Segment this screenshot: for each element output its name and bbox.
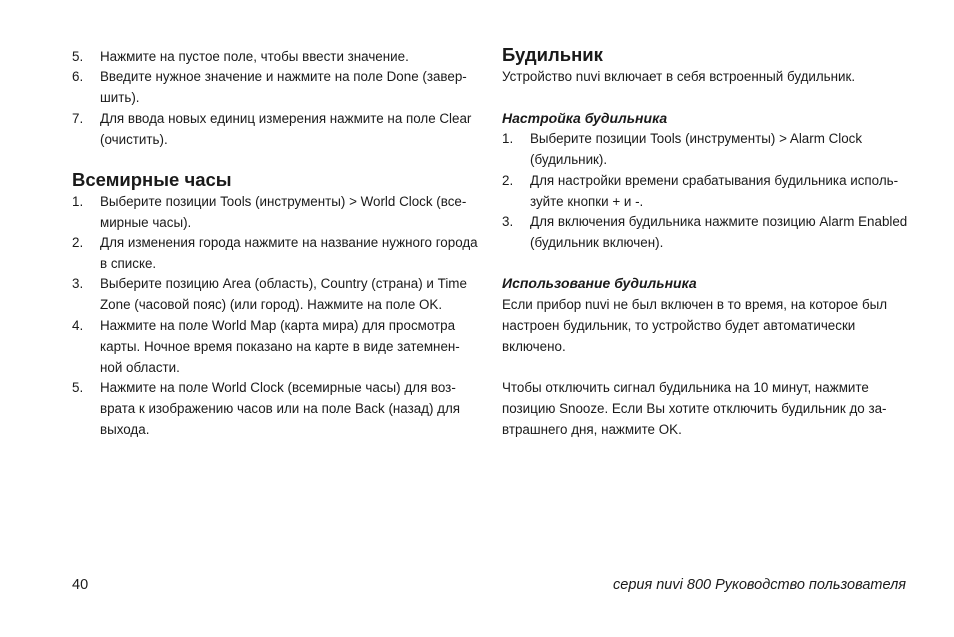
list-item-text: Выберите позиции Tools (инструменты) > Alarm Clock (будильник). (530, 131, 863, 167)
list-item-text: Для ввода новых единиц измерения нажмите на поле Clear (очистить). (100, 111, 472, 147)
list-item (72, 109, 482, 151)
list-item (72, 378, 482, 440)
alarm-setup-heading: Настройка будильника (502, 110, 668, 126)
list-item-number: 2. (72, 235, 84, 250)
alarm-usage-paragraph-1: Если прибор nuvi не был включен в то время, на которое был настроен будильник, то устройство будет автоматически включено. (502, 297, 888, 354)
document-title: серия nuvi 800 Руководство пользователя (613, 577, 906, 593)
list-item (502, 129, 912, 171)
list-item-text: Нажмите на поле World Map (карта мира) для просмотра карты. Ночное время показано на карте в виде затемнен-ной области. (100, 318, 460, 375)
list-item-number: 2. (502, 173, 514, 188)
alarm-usage-paragraph-2: Чтобы отключить сигнал будильника на 10 минут, нажмите позицию Snooze. Если Вы хотите отключить будильник до за-втрашнего дня, нажмите OK. (502, 380, 887, 437)
list-item-text: Выберите позицию Area (область), Country (страна) и Time Zone (часовой пояс) (или город). Нажмите на поле OK. (100, 276, 467, 312)
list-item-number: 4. (72, 318, 84, 333)
list-item-number: 7. (72, 111, 84, 126)
page-number: 40 (72, 577, 89, 593)
list-item (72, 274, 482, 316)
list-item (72, 67, 482, 109)
list-item-text: Нажмите на поле World Clock (всемирные часы) для воз-врата к изображению часов или на поле Back (назад) для выхода. (100, 380, 461, 437)
list-item-number: 1. (502, 131, 514, 146)
list-item-text: Для включения будильника нажмите позицию Alarm Enabled (будильник включен). (530, 214, 908, 250)
list-item-text: Введите нужное значение и нажмите на поле Done (завер-шить). (100, 69, 467, 105)
list-item (72, 47, 482, 68)
world-clock-heading: Всемирные часы (72, 169, 232, 190)
list-item-number: 5. (72, 49, 84, 64)
list-item-text: Выберите позиции Tools (инструменты) > World Clock (все-мирные часы). (100, 194, 467, 230)
list-item-text: Для изменения города нажмите на название нужного города в списке. (100, 235, 478, 271)
list-item (502, 171, 912, 213)
list-item (502, 212, 912, 254)
list-item-number: 5. (72, 380, 84, 395)
alarm-heading: Будильник (502, 44, 603, 65)
list-item (72, 233, 482, 275)
list-item-number: 3. (72, 276, 84, 291)
list-item (72, 192, 482, 234)
list-item (72, 316, 482, 378)
list-item-text: Нажмите на пустое поле, чтобы ввести значение. (100, 49, 409, 64)
list-item-number: 6. (72, 69, 84, 84)
alarm-usage-heading: Использование будильника (502, 275, 697, 291)
list-item-number: 3. (502, 214, 514, 229)
list-item-text: Для настройки времени срабатывания будильника исполь-зуйте кнопки + и -. (530, 173, 899, 209)
alarm-intro: Устройство nuvi включает в себя встроенный будильник. (502, 69, 856, 84)
list-item-number: 1. (72, 194, 84, 209)
